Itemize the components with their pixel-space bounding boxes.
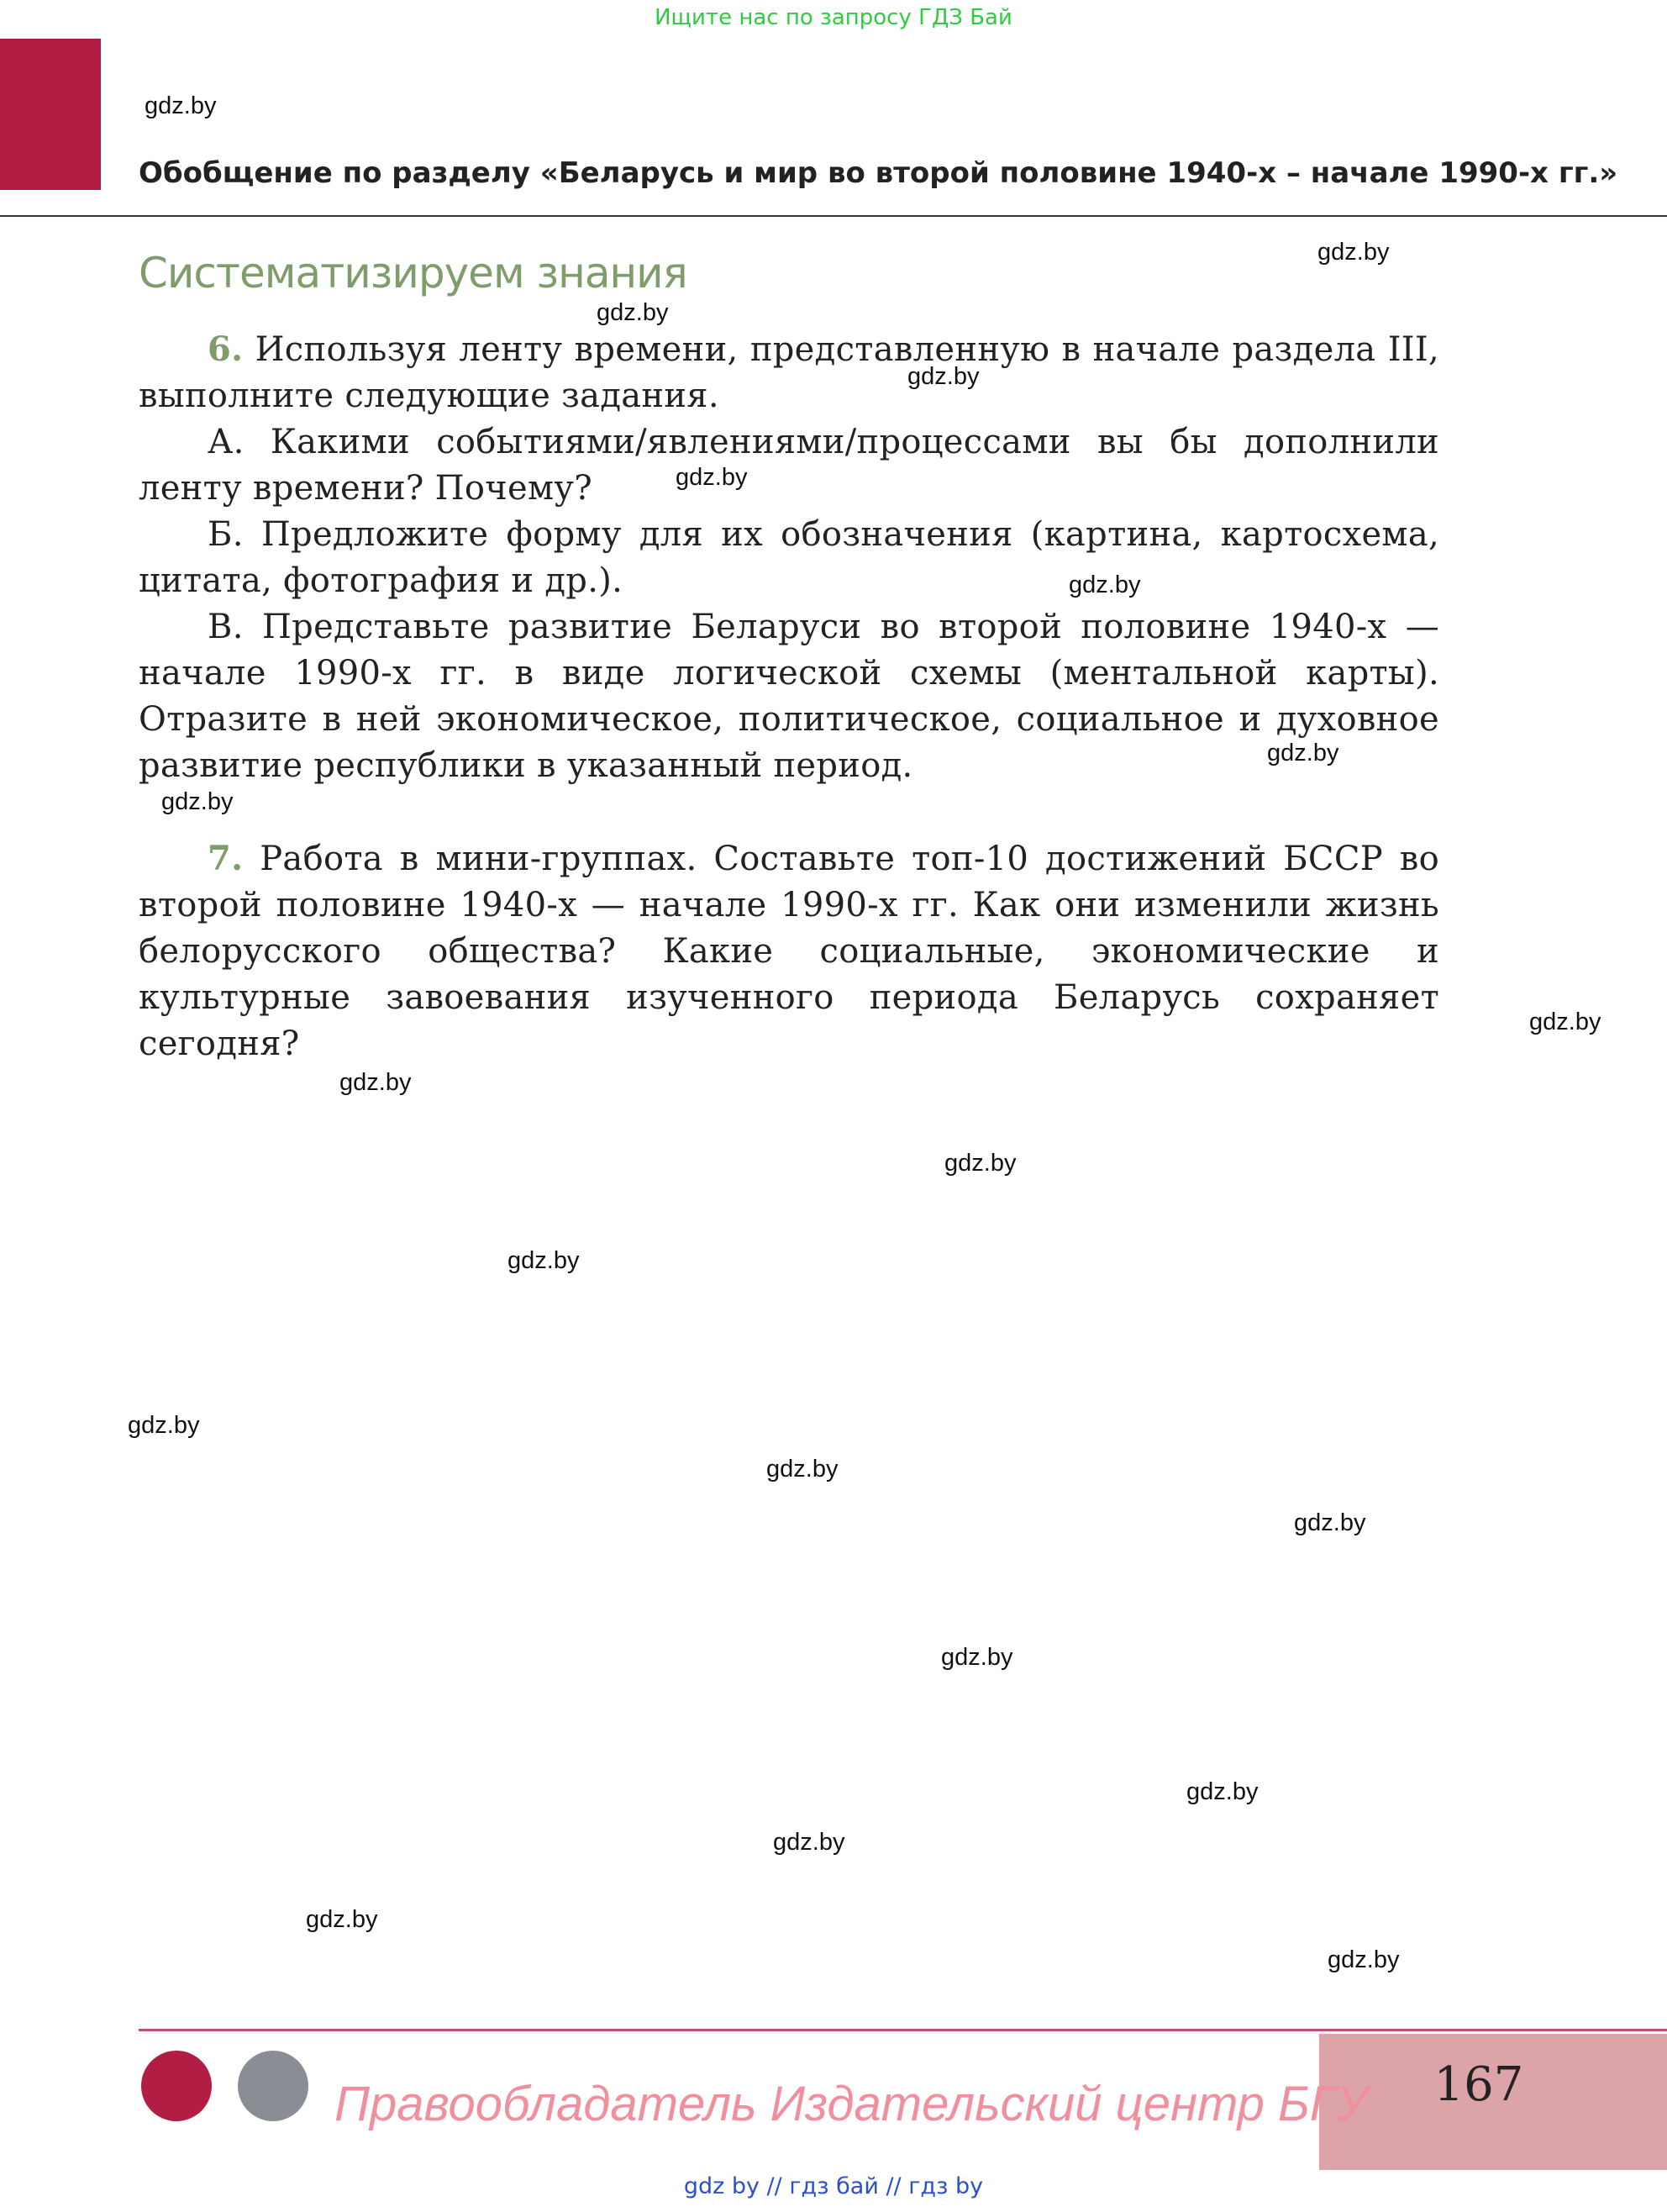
- chapter-color-tab: [0, 39, 101, 190]
- gray-circle-decoration: [238, 2051, 308, 2121]
- task-7: [139, 835, 1439, 1067]
- task-text: Работа в мини-группах. Составьте топ-10 достижений БССР во второй половине 1940-х — начале 1990-х гг. Как они изменили жизнь белорусского общества? Какие социальные, экономические и культурные завоевания изученного периода Беларусь сохраняет сегодня?: [139, 840, 1439, 1063]
- task-number: 6.: [208, 329, 244, 369]
- watermark: gdz.by: [128, 1412, 200, 1439]
- page-number: 167: [1433, 2057, 1524, 2112]
- watermark: gdz.by: [597, 299, 669, 326]
- watermark: gdz.by: [145, 92, 217, 119]
- watermark: gdz.by: [1069, 571, 1141, 598]
- top-search-banner: Ищите нас по запросу ГДЗ Бай: [655, 5, 1012, 30]
- page-header-title: Обобщение по разделу «Беларусь и мир во второй половине 1940-х – начале 1990-х гг.»: [139, 156, 1618, 190]
- watermark: gdz.by: [507, 1247, 580, 1274]
- watermark: gdz.by: [306, 1906, 378, 1933]
- watermark: gdz.by: [773, 1829, 845, 1856]
- task-text: Используя ленту времени, представленную в начале раздела III, выполните следующие задания.: [139, 330, 1440, 415]
- red-circle-decoration: [141, 2051, 212, 2121]
- copyright-notice: Правообладатель Издательский центр БГУ: [334, 2077, 1368, 2131]
- task-6-item-a: А. Какими событиями/явлениями/процессами вы бы дополнили ленту времени? Почему?: [139, 423, 1439, 508]
- watermark: gdz.by: [907, 363, 980, 390]
- task-6-item-b: Б. Предложите форму для их обозначения (картина, картосхема, цитата, фотография и др.).: [139, 515, 1439, 600]
- watermark: gdz.by: [161, 788, 234, 815]
- footer-divider: [139, 2029, 1667, 2031]
- watermark: gdz.by: [339, 1069, 412, 1096]
- header-divider: [0, 215, 1667, 217]
- watermark: gdz.by: [1328, 1946, 1400, 1973]
- bottom-site-links[interactable]: gdz by // гдз бай // гдз by: [683, 2173, 984, 2199]
- exercise-text: [139, 326, 1439, 1067]
- watermark: gdz.by: [1267, 740, 1339, 766]
- watermark: gdz.by: [944, 1150, 1017, 1177]
- task-number: 7.: [208, 839, 244, 878]
- watermark: gdz.by: [676, 464, 748, 491]
- task-6: [139, 326, 1439, 419]
- watermark: gdz.by: [1186, 1778, 1259, 1805]
- watermark: gdz.by: [941, 1644, 1013, 1671]
- watermark: gdz.by: [1294, 1509, 1366, 1536]
- watermark: gdz.by: [1529, 1009, 1601, 1035]
- watermark: gdz.by: [1317, 239, 1390, 266]
- watermark: gdz.by: [766, 1456, 839, 1483]
- section-title: Систематизируем знания: [139, 249, 687, 298]
- task-6-item-c: В. Представьте развитие Беларуси во второй половине 1940-х — начале 1990-х гг. в виде логической схемы (ментальной карты). Отразите в ней экономическое, политическое, социальное и духовное развитие республики в указанный период.: [139, 608, 1439, 785]
